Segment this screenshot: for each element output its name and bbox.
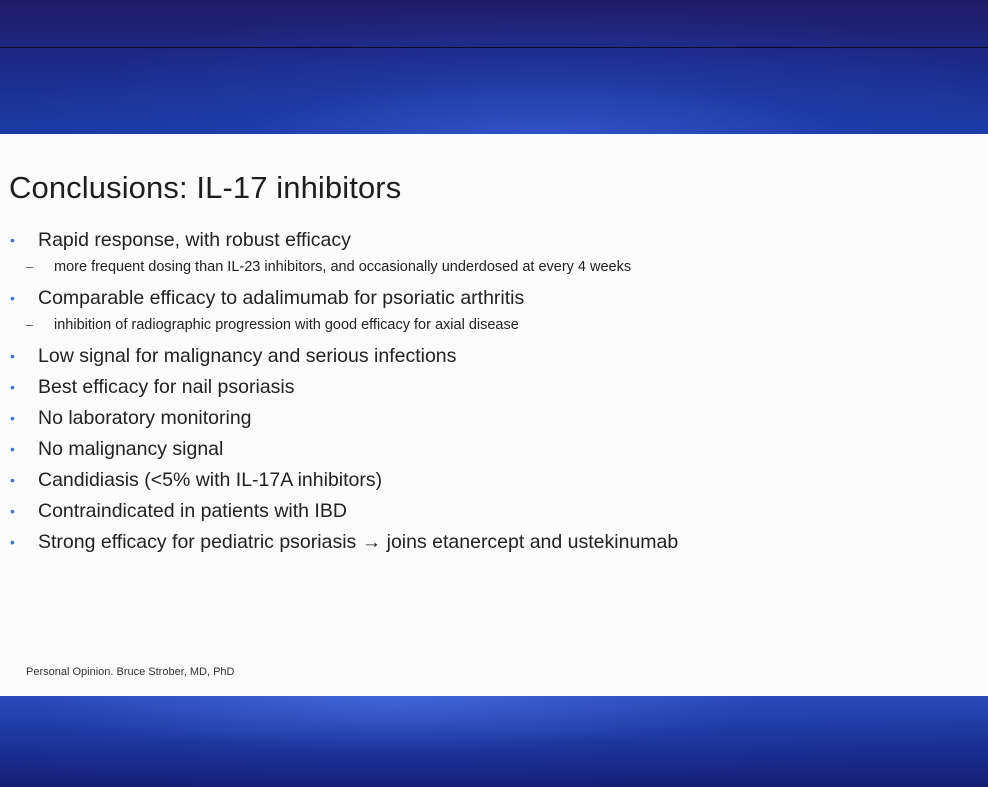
- bullet-text: No malignancy signal: [38, 438, 224, 460]
- bullet-item: [0, 528, 980, 559]
- sub-bullet-text: more frequent dosing than IL-23 inhibitors, and occasionally underdosed at every 4 weeks: [54, 259, 632, 275]
- bullet-text: Contraindicated in patients with IBD: [38, 500, 347, 522]
- bullet-marker-icon: •: [10, 441, 15, 457]
- bullet-text: Comparable efficacy to adalimumab for psoriatic arthritis: [38, 287, 525, 309]
- bullet-item: [0, 226, 980, 257]
- bullet-marker-icon: •: [10, 290, 15, 306]
- bullet-marker-icon: •: [10, 379, 15, 395]
- top-blue-band: [0, 0, 988, 134]
- bullet-list: [0, 226, 980, 559]
- sub-bullet-text: inhibition of radiographic progression with good efficacy for axial disease: [54, 317, 519, 333]
- bullet-text: Best efficacy for nail psoriasis: [38, 376, 295, 398]
- bullet-marker-icon: •: [10, 410, 15, 426]
- bullet-item: [0, 342, 980, 373]
- bullet-item: [0, 373, 980, 404]
- sub-bullet-item: [0, 315, 980, 342]
- bullet-item: [0, 435, 980, 466]
- bullet-marker-icon: •: [10, 503, 15, 519]
- dash-marker-icon: –: [26, 317, 34, 332]
- top-divider-line: [0, 47, 988, 48]
- slide-title: Conclusions: IL-17 inhibitors: [9, 170, 402, 205]
- bullet-marker-icon: •: [10, 348, 15, 364]
- bullet-text: Rapid response, with robust efficacy: [38, 229, 351, 251]
- bullet-item: [0, 284, 980, 315]
- bullet-text: Candidiasis (<5% with IL-17A inhibitors): [38, 469, 383, 491]
- slide-footnote: Personal Opinion. Bruce Strober, MD, PhD: [26, 666, 235, 678]
- bullet-text: No laboratory monitoring: [38, 407, 252, 429]
- dash-marker-icon: –: [26, 259, 34, 274]
- bullet-text: Strong efficacy for pediatric psoriasis → joins etanercept and ustekinumab: [38, 531, 679, 553]
- bullet-item: [0, 466, 980, 497]
- bullet-marker-icon: •: [10, 232, 15, 248]
- bullet-item: [0, 404, 980, 435]
- bullet-marker-icon: •: [10, 534, 15, 550]
- bullet-text: Low signal for malignancy and serious infections: [38, 345, 457, 367]
- slide-content: [0, 134, 988, 696]
- bullet-marker-icon: •: [10, 472, 15, 488]
- bottom-blue-band: [0, 696, 988, 787]
- bullet-item: [0, 497, 980, 528]
- sub-bullet-item: [0, 257, 980, 284]
